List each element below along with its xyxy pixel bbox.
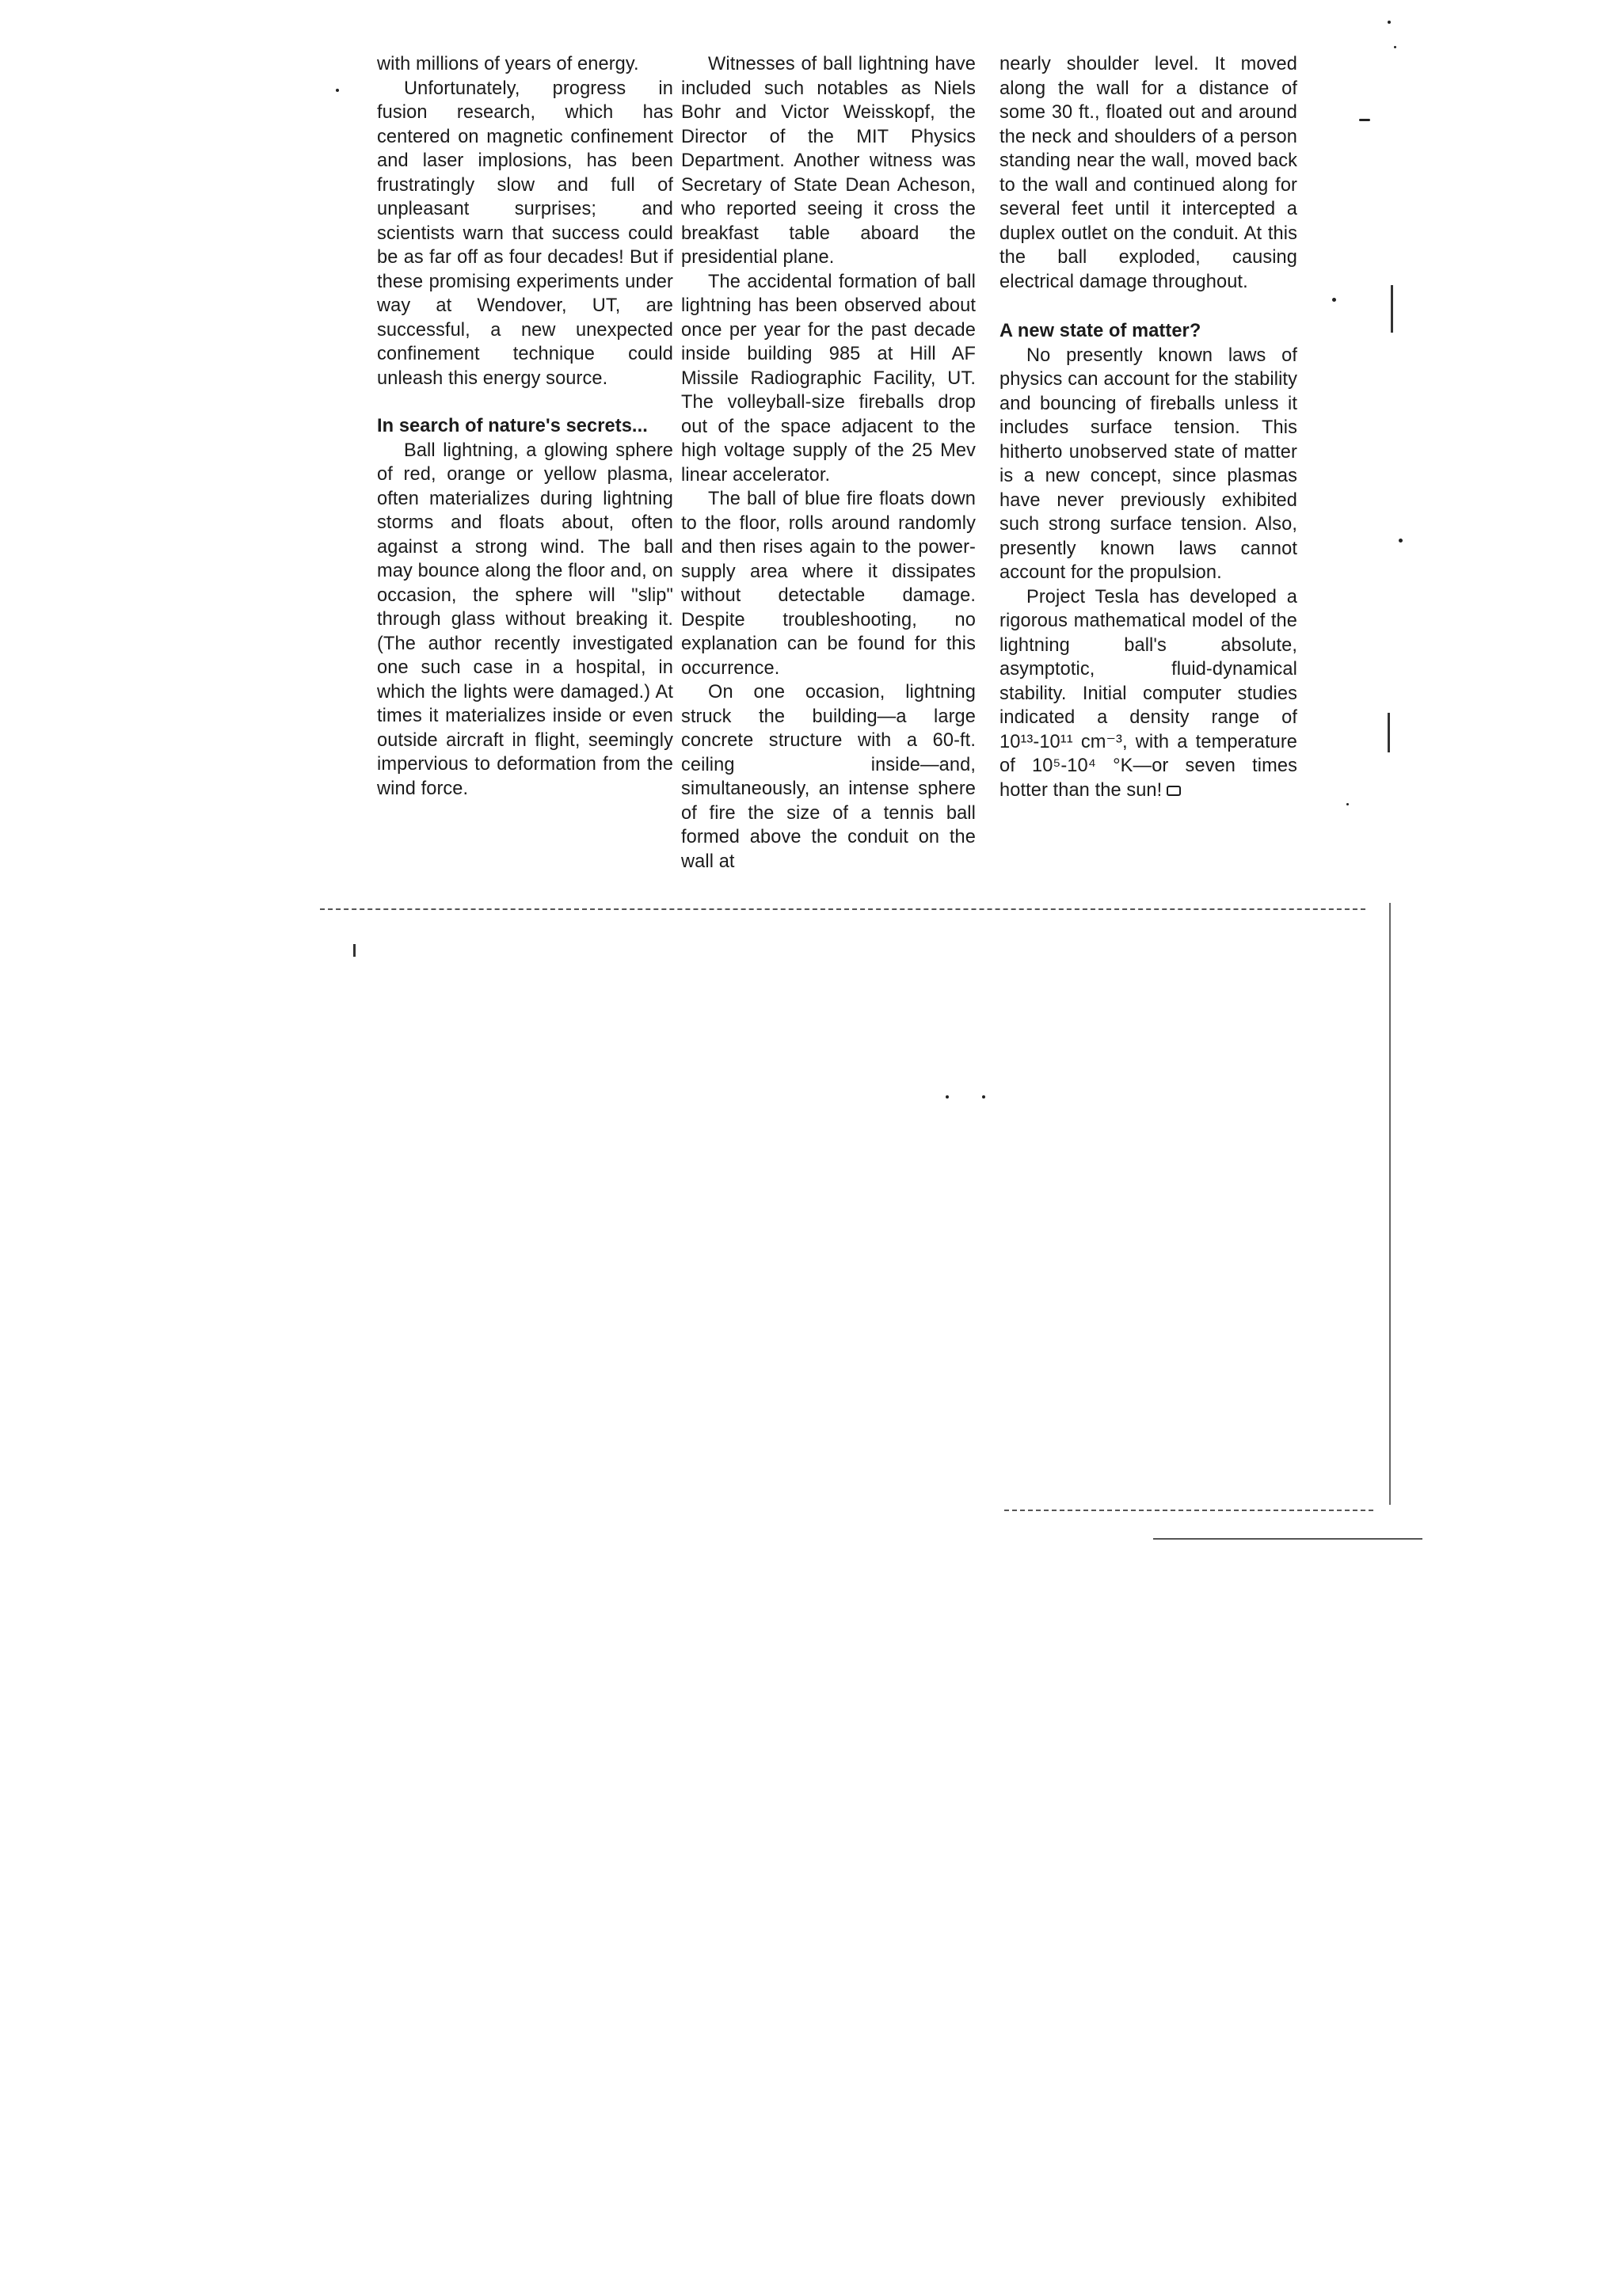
scan-mark [1388,713,1390,752]
article-column-1 [377,52,673,801]
section-heading: A new state of matter? [999,321,1201,341]
scan-rule [1004,1510,1373,1511]
scan-rule [320,908,1365,910]
scan-speck [1399,539,1403,543]
scan-mark [353,944,356,957]
scan-mark [1389,903,1391,1505]
scan-speck [1394,46,1396,48]
scan-mark [1391,285,1393,333]
scan-speck [336,89,339,92]
article-column-3 [999,52,1297,802]
scan-speck [1388,21,1391,24]
section-heading: In search of nature's secrets... [377,416,648,436]
scan-speck [1332,298,1336,302]
paragraph: Project Tesla has developed a rigorous mathematical model of the lightning ball's absolute, asymptotic, fluid-dynamical stability. Initial computer studies indicated a density range of 10¹³-10¹¹ cm⁻³, with a temperature of 10⁵-10⁴ °K—or seven times hotter than the sun! [999,586,1297,801]
scan-speck [1359,119,1370,121]
article-column-2 [681,52,976,874]
paragraph: Witnesses of ball lightning have included such notables as Niels Bohr and Victor Weisskopf, the Director of the MIT Physics Department. Another witness was Secretary of State Dean Acheson, who reported seeing it cross the breakfast table aboard the presidential plane. [681,54,976,268]
paragraph: On one occasion, lightning struck the building—a large concrete structure with a 60-ft. ceiling inside—and, simultaneously, an intense sphere of fire the size of a tennis ball formed above the conduit on the wall at [681,682,976,872]
paragraph: Ball lightning, a glowing sphere of red, orange or yellow plasma, often materializes during lightning storms and floats about, often against a strong wind. The ball may bounce along the floor and, on occasion, the sphere will "slip" through glass without breaking it. (The author recently investigated one such case in a hospital, in which the lights were damaged.) At times it materializes inside or even outside aircraft in flight, seemingly impervious to deformation from the wind force. [377,440,673,799]
paragraph: with millions of years of energy. [377,54,639,74]
scan-speck [982,1095,985,1099]
scan-rule [1153,1538,1422,1540]
paragraph: No presently known laws of physics can account for the stability and bouncing of fireballs unless it includes surface tension. This hitherto unobserved state of matter is a new concept, since plasmas have never previously exhibited such strong surface tension. Also, presently known laws cannot account for the propulsion. [999,345,1297,583]
end-of-article-square-icon [1167,786,1181,796]
scan-speck [946,1095,949,1099]
paragraph: The ball of blue fire floats down to the floor, rolls around randomly and then rises again to the power-supply area where it dissipates without detectable damage. Despite troubleshooting, no explanation can be found for this occurrence. [681,489,976,679]
paragraph: Unfortunately, progress in fusion research, which has centered on magnetic confinement and laser implosions, has been frustratingly slow and full of unpleasant surprises; and scientists warn that success could be as far off as four decades! But if these promising experiments under way at Wendover, UT, are successful, a new unexpected confinement technique could unleash this energy source. [377,78,673,389]
paragraph: nearly shoulder level. It moved along the wall for a distance of some 30 ft., floated out and around the neck and shoulders of a person standing near the wall, moved back to the wall and continued along for several feet until it intercepted a duplex outlet on the conduit. At this the ball exploded, causing electrical damage throughout. [999,54,1297,292]
scan-speck [1346,803,1349,805]
paragraph: The accidental formation of ball lightning has been observed about once per year for the past decade inside building 985 at Hill AF Missile Radiographic Facility, UT. The volleyball-size fireballs drop out of the space adjacent to the high voltage supply of the 25 Mev linear accelerator. [681,271,976,485]
